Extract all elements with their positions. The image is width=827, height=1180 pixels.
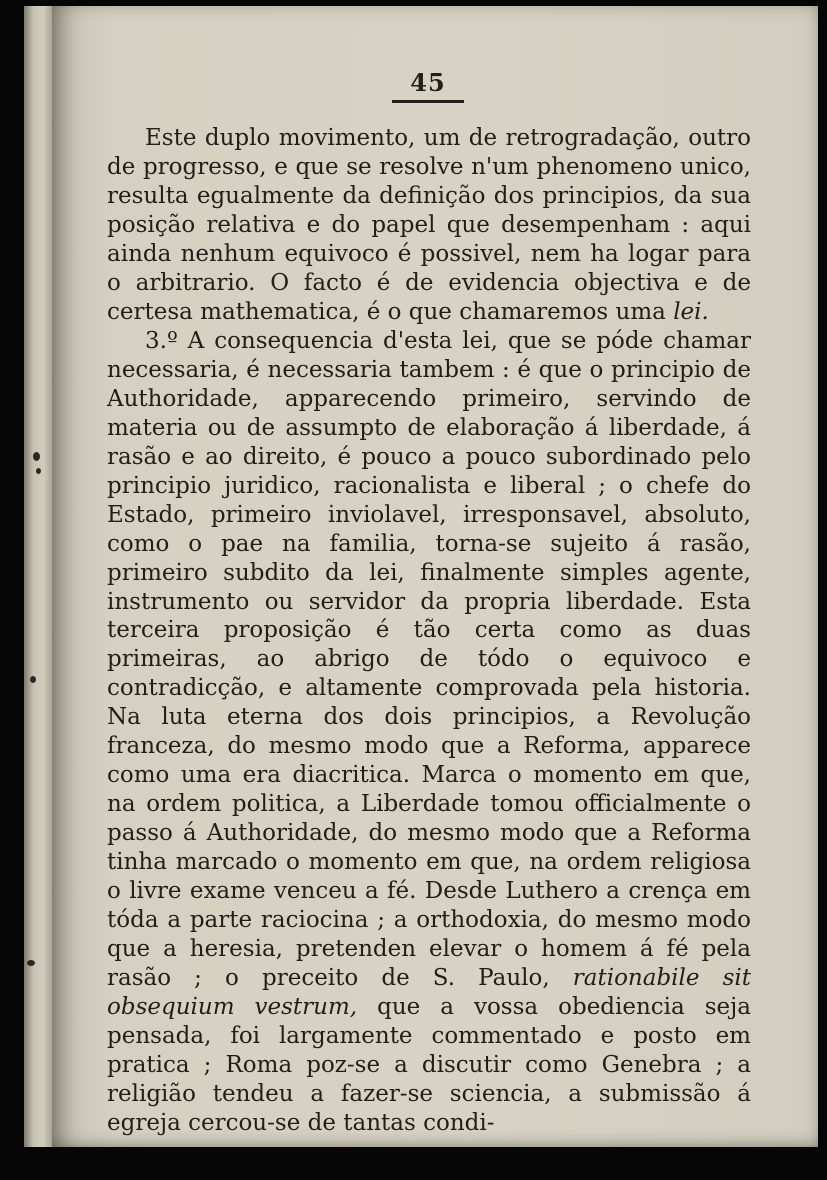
book-page-paper bbox=[52, 6, 818, 1147]
paragraph bbox=[107, 124, 751, 327]
scan-speck bbox=[27, 960, 35, 966]
scan-speck bbox=[30, 676, 36, 683]
body-text: Este duplo movimento, um de retrogradação, outro de progresso, e que se resolve n'um phenomeno unico, resulta egualmente da definição dos principios, da sua posição relativa e do papel que desempenham : aqui ainda nenhum equivoco é possivel, nem ha logar para o arbitrario. O facto é de evidencia objectiva e de certesa mathematica, é o que chamaremos uma bbox=[107, 125, 751, 325]
page-number: 45 bbox=[392, 68, 463, 103]
page-header bbox=[107, 68, 749, 103]
book-binding-edge bbox=[24, 6, 52, 1147]
paragraph bbox=[107, 327, 751, 1138]
body-text: 3.º A consequencia d'esta lei, que se póde chamar necessaria, é necessaria tambem : é que o principio de Authoridade, apparecendo primeiro, servindo de materia ou de assumpto de elaboração á liberdade, á rasão e ao direito, é pouco a pouco subordinado pelo principio juridico, racionalista e liberal ; o chefe do Estado, primeiro inviolavel, irresponsavel, absoluto, como o pae na familia, torna-se sujeito á rasão, primeiro subdito da lei, finalmente simples agente, instrumento ou servidor da propria liberdade. Esta terceira proposição é tão certa como as duas primeiras, ao abrigo de tódo o equivoco e contradicção, e altamente comprovada pela historia. Na luta eterna dos dois principios, a Revolução franceza, do mesmo modo que a Reforma, apparece como uma era diacritica. Marca o momento em que, na ordem politica, a Liberdade tomou officialmente o passo á Authoridade, do mesmo modo que a Reforma tinha marcado o momento em que, na ordem religiosa o livre exame venceu a fé. Desde Luthero a crença em tóda a parte raciocina ; a orthodoxia, do mesmo modo que a heresia, pretenden elevar o homem á fé pela rasão ; o preceito de S. Paulo, bbox=[107, 327, 751, 992]
italic-text: rationabile sit obsequium vestrum, bbox=[107, 965, 751, 1021]
body-text: que a vossa obediencia seja pensada, foi largamente commentado e posto em pratica ; Roma poz-se a discutir como Genebra ; a religião tendeu a fazer-se sciencia, a submissão á egreja cercou-se de tantas condi- bbox=[107, 994, 752, 1136]
page-text bbox=[107, 124, 751, 1138]
scan-speck bbox=[36, 468, 41, 474]
italic-text: lei. bbox=[673, 298, 709, 325]
scan-speck bbox=[33, 452, 40, 461]
